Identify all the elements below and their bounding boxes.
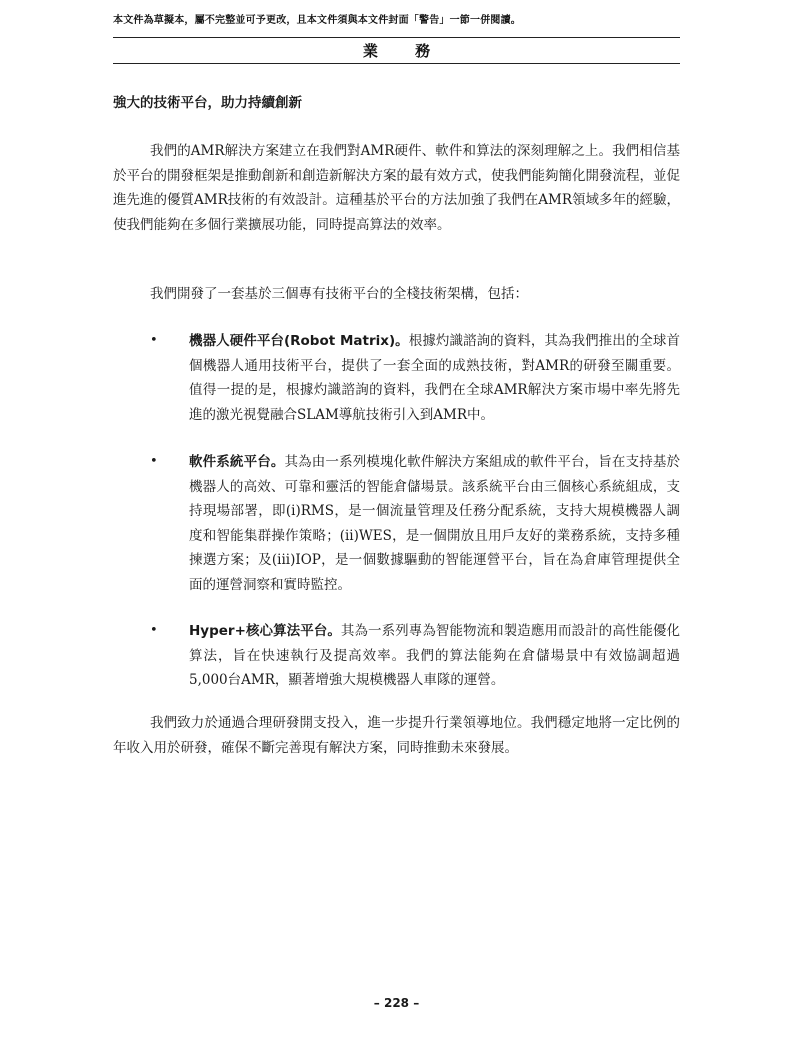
bullet-lead: Hyper+核心算法平台。 xyxy=(189,623,341,639)
bullet-text xyxy=(189,329,680,427)
bullet-body: 其為一系列專為智能物流和製造應用而設計的高性能優化算法，旨在快速執行及提高效率。我們的算法能夠在倉儲場景中有效協調超過5,000台AMR，顯著增強大規模機器人車隊的運營。 xyxy=(189,623,681,688)
header-rule-bottom xyxy=(113,63,680,64)
bullet-lead: 軟件系統平台。 xyxy=(189,454,285,470)
paragraph-rd-investment: 我們致力於通過合理研發開支投入，進一步提升行業領導地位。我們穩定地將一定比例的年收入用於研發，確保不斷完善現有解決方案，同時推動未來發展。 xyxy=(113,715,680,756)
bullet-software-platform xyxy=(113,450,680,597)
bullet-lead: 機器人硬件平台(Robot Matrix)。 xyxy=(189,333,409,349)
page-number: – 228 – xyxy=(373,996,420,1010)
bullet-marker: • xyxy=(150,333,158,348)
bullet-text xyxy=(189,619,680,693)
bullet-text xyxy=(189,450,680,597)
draft-disclaimer: 本文件為草擬本，屬不完整並可予更改，且本文件須與本文件封面「警告」一節一併閱讀。 xyxy=(113,15,521,26)
section-title: 業 務 xyxy=(362,42,447,60)
paragraph-tech-stack-intro: 我們開發了一套基於三個專有技術平台的全棧技術架構，包括： xyxy=(150,286,528,302)
bullet-hyper-algorithm xyxy=(113,619,680,693)
bullet-robot-matrix xyxy=(113,329,680,427)
header-rule-top xyxy=(113,37,680,38)
paragraph-amr-platform: 我們的AMR解決方案建立在我們對AMR硬件、軟件和算法的深刻理解之上。我們相信基於平台的開發框架是推動創新和創造新解決方案的最有效方式，使我們能夠簡化開發流程，並促進先進的優質AMR技術的有效設計。這種基於平台的方法加強了我們在AMR領域多年的經驗，使我們能夠在多個行業擴展功能，同時提高算法的效率。 xyxy=(113,143,680,233)
bullet-marker: • xyxy=(150,623,158,638)
page-heading: 強大的技術平台，助力持續創新 xyxy=(113,95,302,111)
bullet-body: 其為由一系列模塊化軟件解決方案組成的軟件平台，旨在支持基於機器人的高效、可靠和靈活的智能倉儲場景。該系統平台由三個核心系統組成，支持現場部署，即(i)RMS，是一個流量管理及任務分配系統，支持大規模機器人調度和智能集群操作策略；(ii)WES，是一個開放且用戶友好的業務系統，支持多種揀選方案；及(iii)IOP，是一個數據驅動的智能運營平台，旨在為倉庫管理提供全面的運營洞察和實時監控。 xyxy=(189,454,680,593)
bullet-marker: • xyxy=(150,454,158,469)
bullet-body: 根據灼識諮詢的資料，其為我們推出的全球首個機器人通用技術平台，提供了一套全面的成熟技術，對AMR的研發至關重要。值得一提的是，根據灼識諮詢的資料，我們在全球AMR解決方案市場中率先將先進的激光視覺融合SLAM導航技術引入到AMR中。 xyxy=(189,333,680,423)
